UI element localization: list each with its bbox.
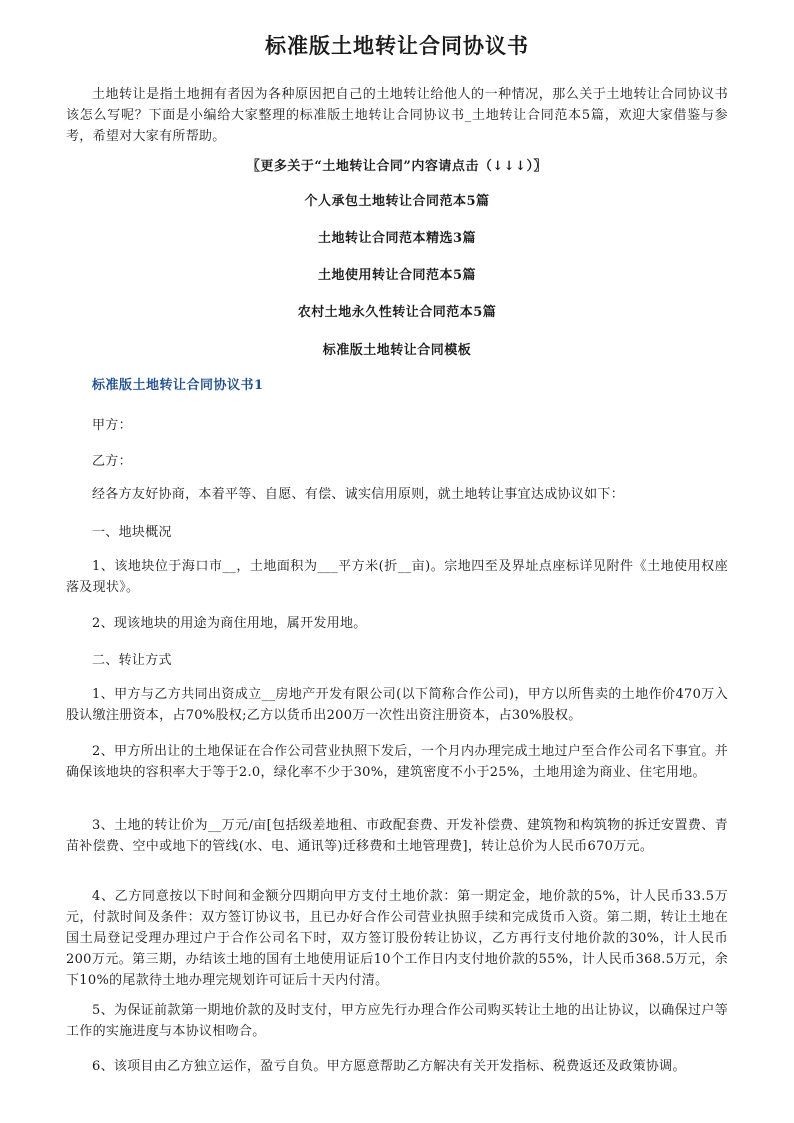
clause-1-2: 2、现该地块的用途为商住用地，属开发用地。 [92, 616, 367, 631]
clause-2-2: 2、甲方所出让的土地保证在合作公司营业执照下发后，一个月内办理完成土地过户至合作公司名下事宜。并确保该地块的容积率大于等于2.0，绿化率不少于30%，建筑密度不小于25%，土地用途为商业、住宅用地。 [66, 744, 728, 780]
related-link-5[interactable]: 标准版土地转让合同模板 [322, 343, 472, 358]
clause-2-6: 6、该项目由乙方独立运作，盈亏自负。甲方愿意帮助乙方解决有关开发指标、税费返还及政策协调。 [92, 1059, 686, 1074]
related-link-4[interactable]: 农村土地永久性转让合同范本5篇 [297, 305, 497, 320]
party-a-line: 甲方： [92, 418, 132, 433]
related-link-2[interactable]: 土地转让合同范本精选3篇 [317, 231, 477, 246]
heading-transfer-method: 二、转让方式 [92, 653, 172, 668]
section-title: 标准版土地转让合同协议书1 [92, 378, 264, 393]
clause-1-1: 1、该地块位于海口市__，土地面积为___平方米(折__亩)。宗地四至及界址点座标详见附件《土地使用权座落及现状》。 [66, 559, 728, 595]
intro-paragraph: 土地转让是指土地拥有者因为各种原因把自己的土地转让给他人的一种情况，那么关于土地转让合同协议书该怎么写呢？下面是小编给大家整理的标准版土地转让合同协议书_土地转让合同范本5篇，欢迎大家借鉴与参考，希望对大家有所帮助。 [66, 87, 728, 144]
clause-2-3: 3、土地的转让价为__万元/亩[包括级差地租、市政配套费、开发补偿费、建筑物和构筑物的拆迁安置费、青苗补偿费、空中或地下的管线(水、电、通讯等)迁移费和土地管理费]，转让总价为人民币670万元。 [66, 818, 728, 854]
clause-2-4: 4、乙方同意按以下时间和金额分四期向甲方支付土地价款：第一期定金，地价款的5%，计人民币33.5万元，付款时间及条件：双方签订协议书，且已办好合作公司营业执照手续和完成货币入资。第二期，转让土地在国土局登记受理办理过户于合作公司名下时，双方签订股份转让协议，乙方再行支付地价款的30%，计人民币200万元。第三期，办结该土地的国有土地使用证后10个工作日内支付地价款的55%，计人民币368.5万元，余下10%的尾款待土地办理完规划许可证后十天内付清。 [66, 889, 728, 988]
clause-2-1: 1、甲方与乙方共同出资成立__房地产开发有限公司(以下简称合作公司)，甲方以所售卖的土地作价470万入股认缴注册资本，占70%股权;乙方以货币出200万一次性出资注册资本，占30%股权。 [66, 687, 728, 723]
heading-block-overview: 一、地块概况 [92, 525, 172, 540]
clause-2-5: 5、为保证前款第一期地价款的及时支付，甲方应先行办理合作公司购买转让土地的出让协议，以确保过户等工作的实施进度与本协议相吻合。 [66, 1003, 728, 1039]
document-title: 标准版土地转让合同协议书 [265, 34, 529, 58]
related-link-1[interactable]: 个人承包土地转让合同范本5篇 [304, 194, 490, 209]
more-heading: 〖更多关于“土地转让合同”内容请点击（↓↓↓）〗 [246, 159, 548, 174]
preamble-paragraph: 经各方友好协商，本着平等、自愿、有偿、诚实信用原则，就土地转让事宜达成协议如下： [92, 487, 625, 502]
party-b-line: 乙方： [92, 454, 132, 469]
related-link-3[interactable]: 土地使用转让合同范本5篇 [317, 268, 477, 283]
